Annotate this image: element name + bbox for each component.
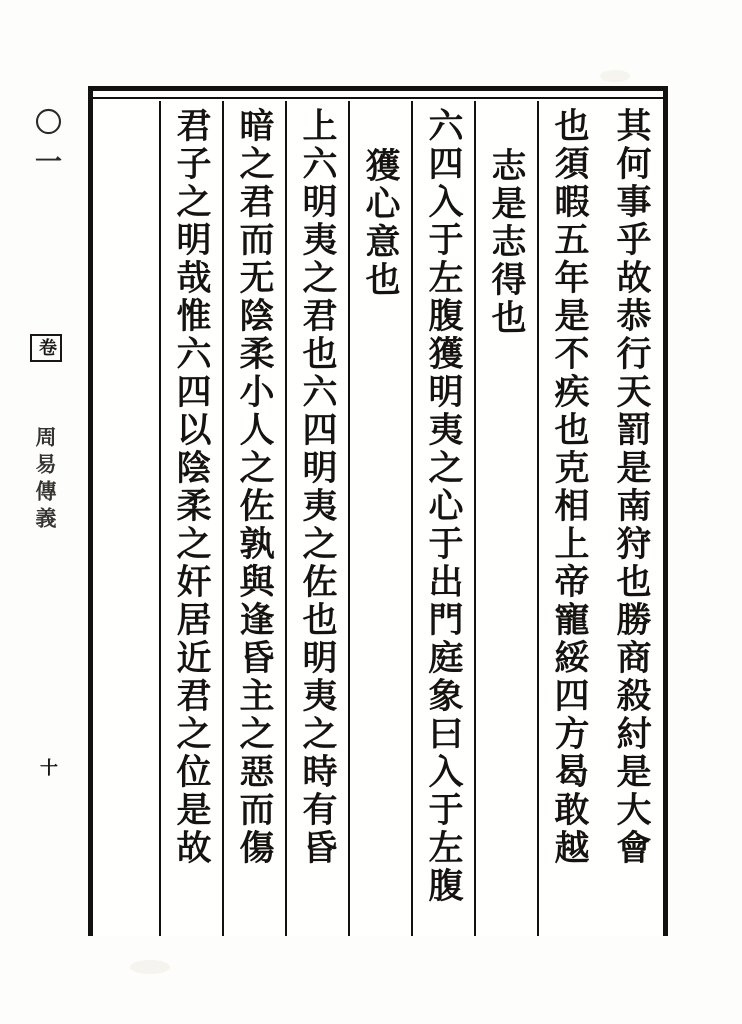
text-column [411, 101, 474, 936]
column-text: 暗之君而无陰柔小人之佐孰與逢昏主之惡而傷 [234, 106, 276, 868]
margin-page-number: 十 [37, 758, 58, 778]
text-column [474, 101, 537, 936]
paper-blot [600, 70, 630, 82]
margin-top-mark: 〇一 [30, 108, 61, 186]
column-text: 也須暇五年是不疾也克相上帝寵綏四方曷敢越 [549, 106, 591, 868]
paper-blot [130, 960, 170, 974]
text-columns [93, 101, 663, 936]
column-text: 六四入于左腹獲明夷之心于出門庭象曰入于左腹 [423, 106, 465, 906]
text-column [348, 101, 411, 936]
text-column [285, 101, 348, 936]
margin-volume-mark: 卷 [30, 334, 62, 362]
column-text: 其何事乎故恭行天罰是南狩也勝商殺紂是大會 [611, 106, 653, 868]
text-column [222, 101, 285, 936]
text-column [600, 101, 663, 936]
page-margin-spine [0, 86, 88, 936]
text-block-frame [88, 86, 668, 936]
column-text: 君子之明哉惟六四以陰柔之奸居近君之位是故 [171, 106, 213, 868]
column-text: 志是志得也 [486, 146, 528, 338]
column-text: 上六明夷之君也六四明夷之佐也明夷之時有昏 [297, 106, 339, 868]
margin-book-title: 周易傳義 [33, 426, 58, 534]
text-column [537, 101, 600, 936]
text-column [159, 101, 222, 936]
column-text: 獲心意也 [360, 146, 402, 300]
